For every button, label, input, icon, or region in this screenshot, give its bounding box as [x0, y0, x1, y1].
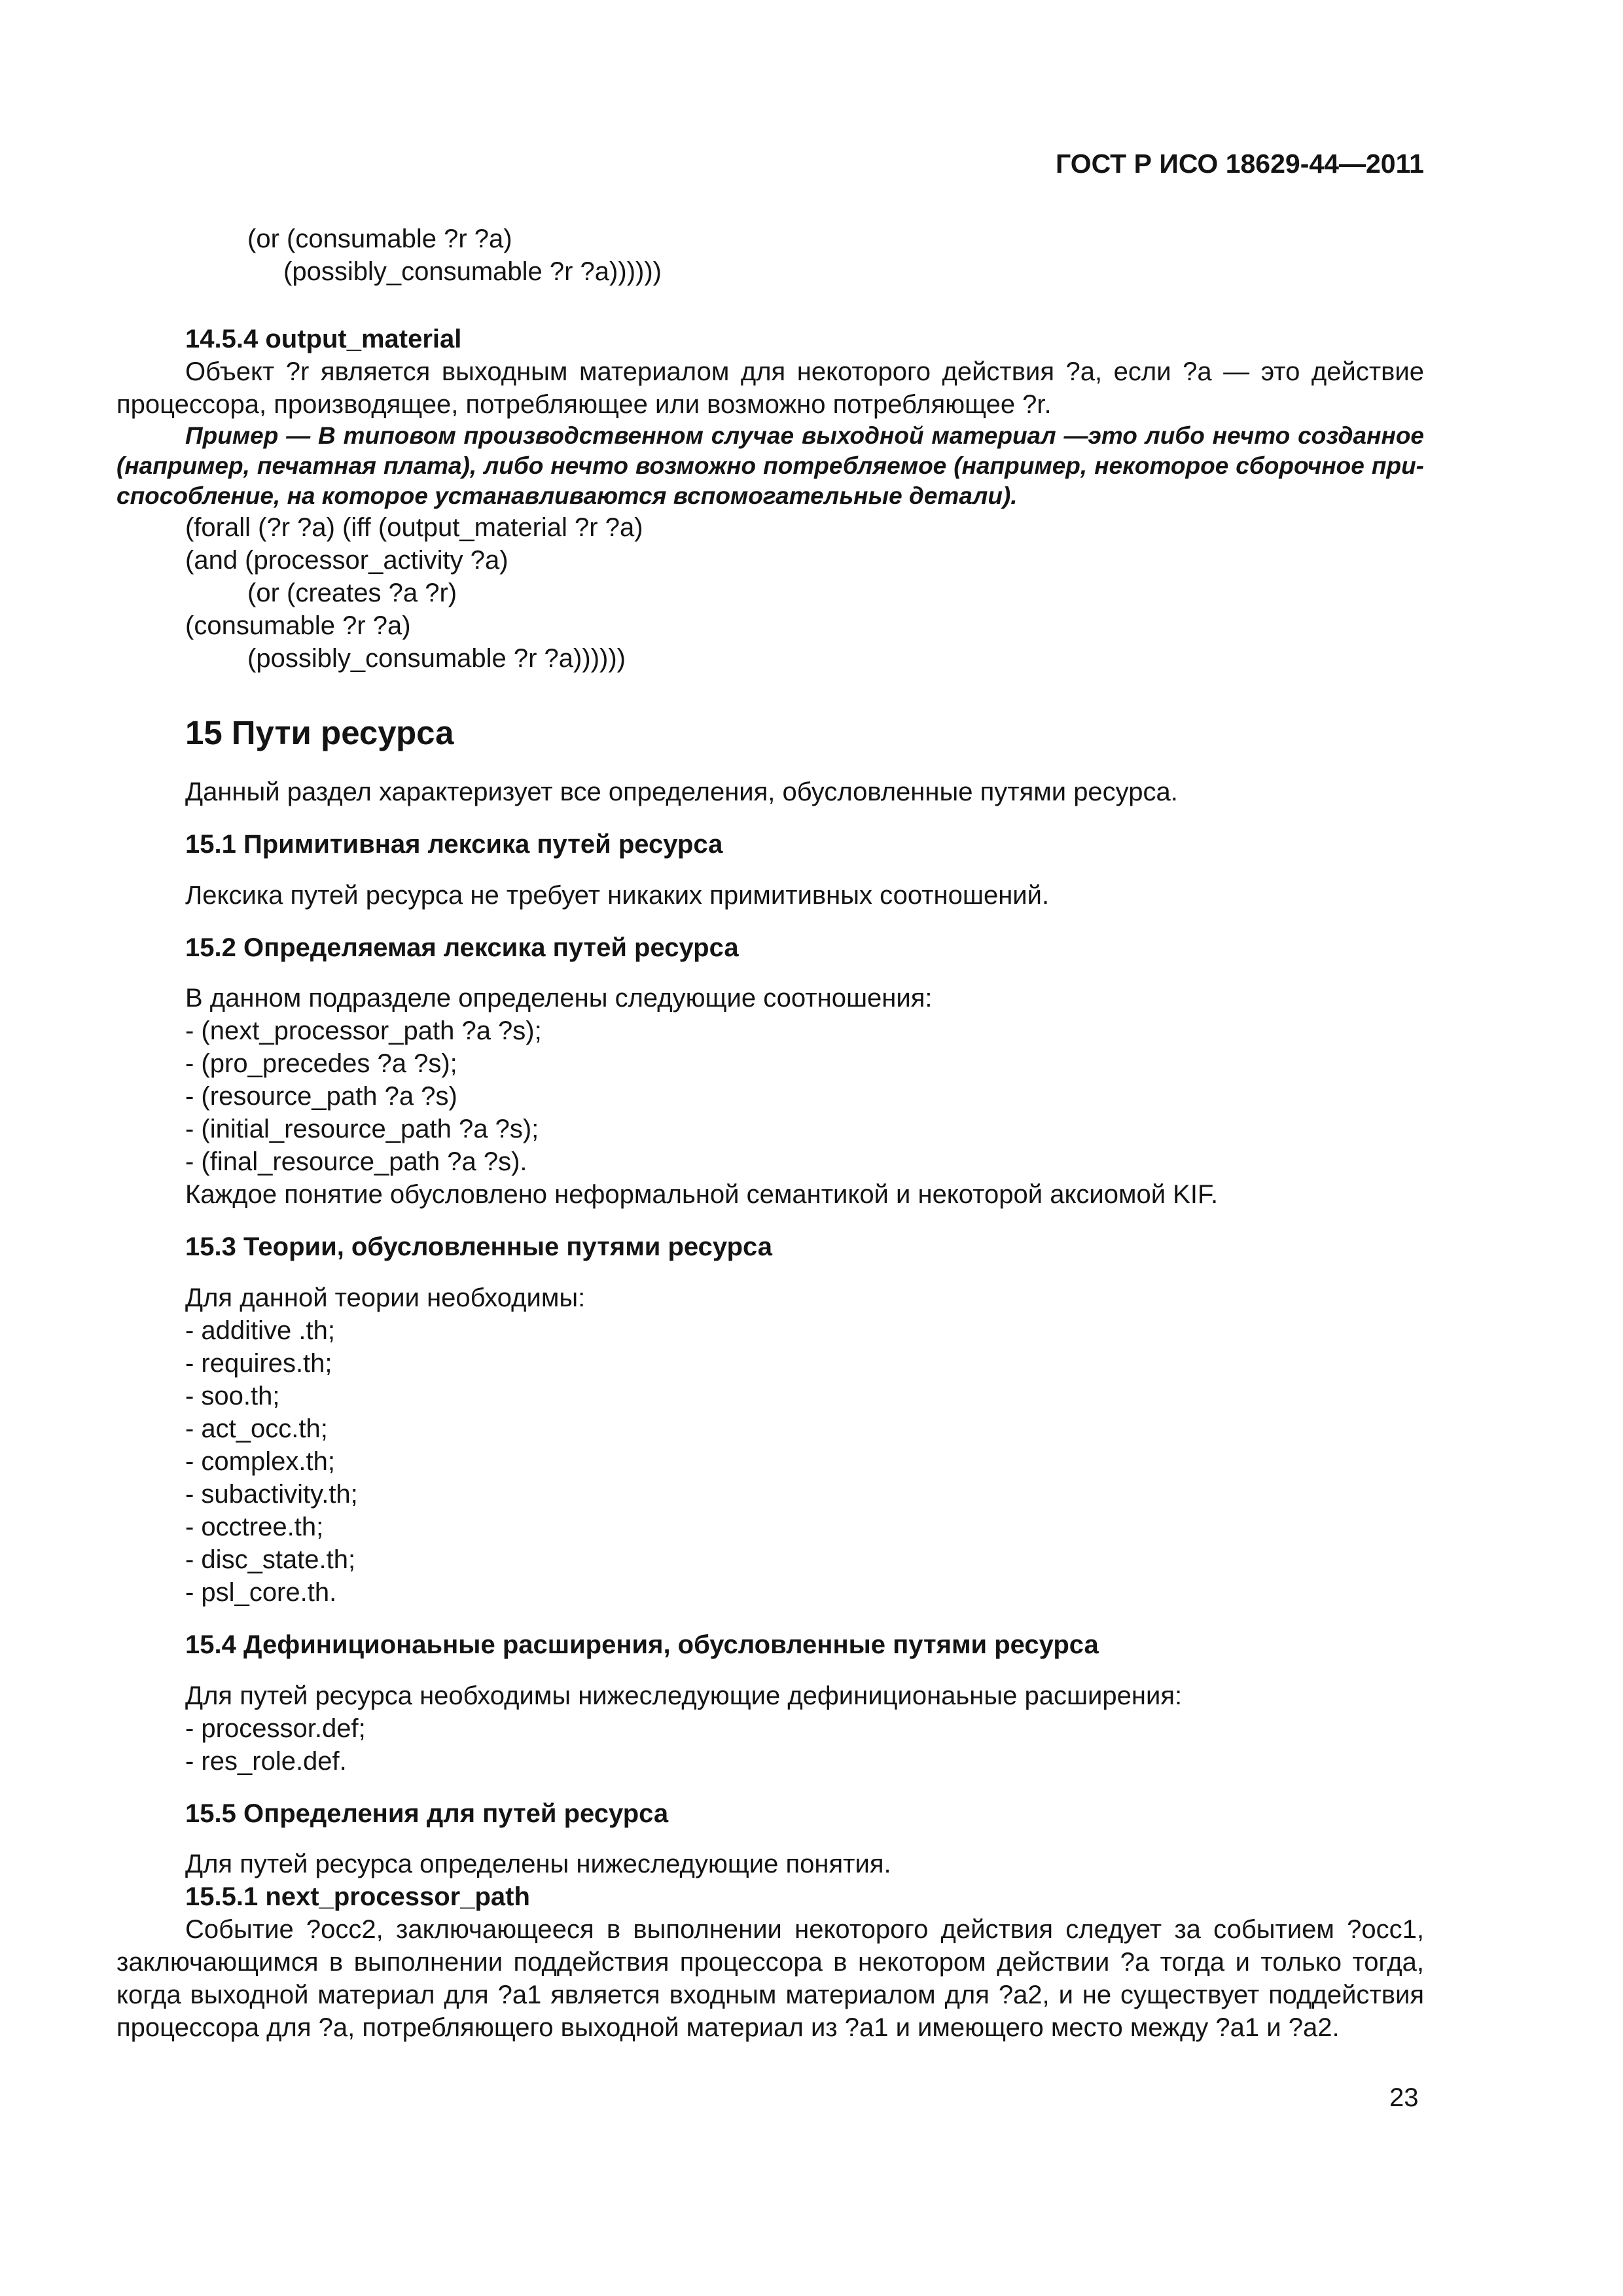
paragraph: Каждое понятие обусловлено неформальной семантикой и некоторой аксиомой KIF. [185, 1180, 1219, 1209]
list-item: - soo.th; [185, 1382, 280, 1410]
paragraph-line: процессора, производящее, потребляющее или возможно потребляющее ?r. [116, 390, 1052, 419]
document-id-header: ГОСТ Р ИСО 18629-44—2011 [1056, 149, 1424, 179]
section-heading-15-3: 15.3 Теории, обусловленные путями ресурса [185, 1232, 773, 1261]
list-item: - occtree.th; [185, 1513, 324, 1541]
code-line: (or (creates ?a ?r) [247, 579, 457, 607]
list-item: - (next_processor_path ?a ?s); [185, 1016, 542, 1045]
list-item: - (final_resource_path ?a ?s). [185, 1147, 527, 1176]
paragraph-line: процессора для ?a, потребляющего выходной материал из ?a1 и имеющего место между ?a1 и ?a2. [116, 2013, 1340, 2042]
section-heading-15: 15 Пути ресурса [185, 714, 454, 751]
list-item: - (initial_resource_path ?a ?s); [185, 1115, 539, 1143]
paragraph-line: когда выходной материал для ?a1 является входным материалом для ?a2, и не существует поддействия [116, 1981, 1425, 2009]
section-heading-14-5-4: 14.5.4 output_material [185, 325, 462, 353]
list-item: - disc_state.th; [185, 1545, 356, 1574]
list-item: - (resource_path ?a ?s) [185, 1082, 457, 1111]
code-line: (possibly_consumable ?r ?a)))))) [283, 257, 662, 286]
paragraph-line: заключающимся в выполнении поддействия процессора в некотором действии ?a тогда и только тогда, [116, 1948, 1424, 1977]
code-line: (possibly_consumable ?r ?a)))))) [247, 644, 626, 673]
section-heading-15-4: 15.4 Дефиниционаьные расширения, обусловленные путями ресурса [185, 1630, 1099, 1659]
section-heading-15-1: 15.1 Примитивная лексика путей ресурса [185, 830, 723, 859]
paragraph-line: Событие ?occ2, заключающееся в выполнении некоторого действия следует за событием ?occ1, [185, 1915, 1424, 1944]
paragraph: В данном подразделе определены следующие соотношения: [185, 984, 933, 1013]
code-line: (consumable ?r ?a) [185, 611, 411, 640]
page-number: 23 [1389, 2083, 1419, 2112]
paragraph: Данный раздел характеризует все определения, обусловленные путями ресурса. [185, 778, 1178, 806]
paragraph-line: Объект ?r является выходным материалом для некоторого действия ?a, если ?a — это действие [185, 357, 1424, 386]
paragraph: Для путей ресурса необходимы нижеследующие дефиниционаьные расширения: [185, 1681, 1183, 1710]
list-item: - subactivity.th; [185, 1480, 358, 1509]
list-item: - (pro_precedes ?a ?s); [185, 1049, 457, 1078]
list-item: - requires.th; [185, 1349, 332, 1378]
section-heading-15-5: 15.5 Определения для путей ресурса [185, 1799, 669, 1828]
code-line: (forall (?r ?a) (iff (output_material ?r ?a) [185, 513, 643, 542]
list-item: - complex.th; [185, 1447, 335, 1476]
paragraph: Для путей ресурса определены нижеследующие понятия. [185, 1850, 891, 1878]
example-note-line: Пример — В типовом производственном случае выходной материал —это либо нечто созданное [185, 422, 1424, 449]
paragraph: Лексика путей ресурса не требует никаких примитивных соотношений. [185, 881, 1050, 910]
list-item: - psl_core.th. [185, 1578, 337, 1607]
list-item: - res_role.def. [185, 1747, 347, 1776]
list-item: - processor.def; [185, 1714, 366, 1743]
list-item: - act_occ.th; [185, 1414, 328, 1443]
list-item: - additive .th; [185, 1316, 336, 1345]
example-note-line: (например, печатная плата), либо нечто возможно потребляемое (например, некоторое сборочное при- [116, 452, 1424, 479]
section-heading-15-5-1: 15.5.1 next_processor_path [185, 1882, 530, 1911]
code-line: (and (processor_activity ?a) [185, 546, 508, 575]
section-heading-15-2: 15.2 Определяемая лексика путей ресурса [185, 933, 739, 962]
example-note-line: способление, на которое устанавливаются вспомогательные детали). [116, 482, 1018, 509]
code-line: (or (consumable ?r ?a) [247, 224, 512, 253]
paragraph: Для данной теории необходимы: [185, 1283, 586, 1312]
